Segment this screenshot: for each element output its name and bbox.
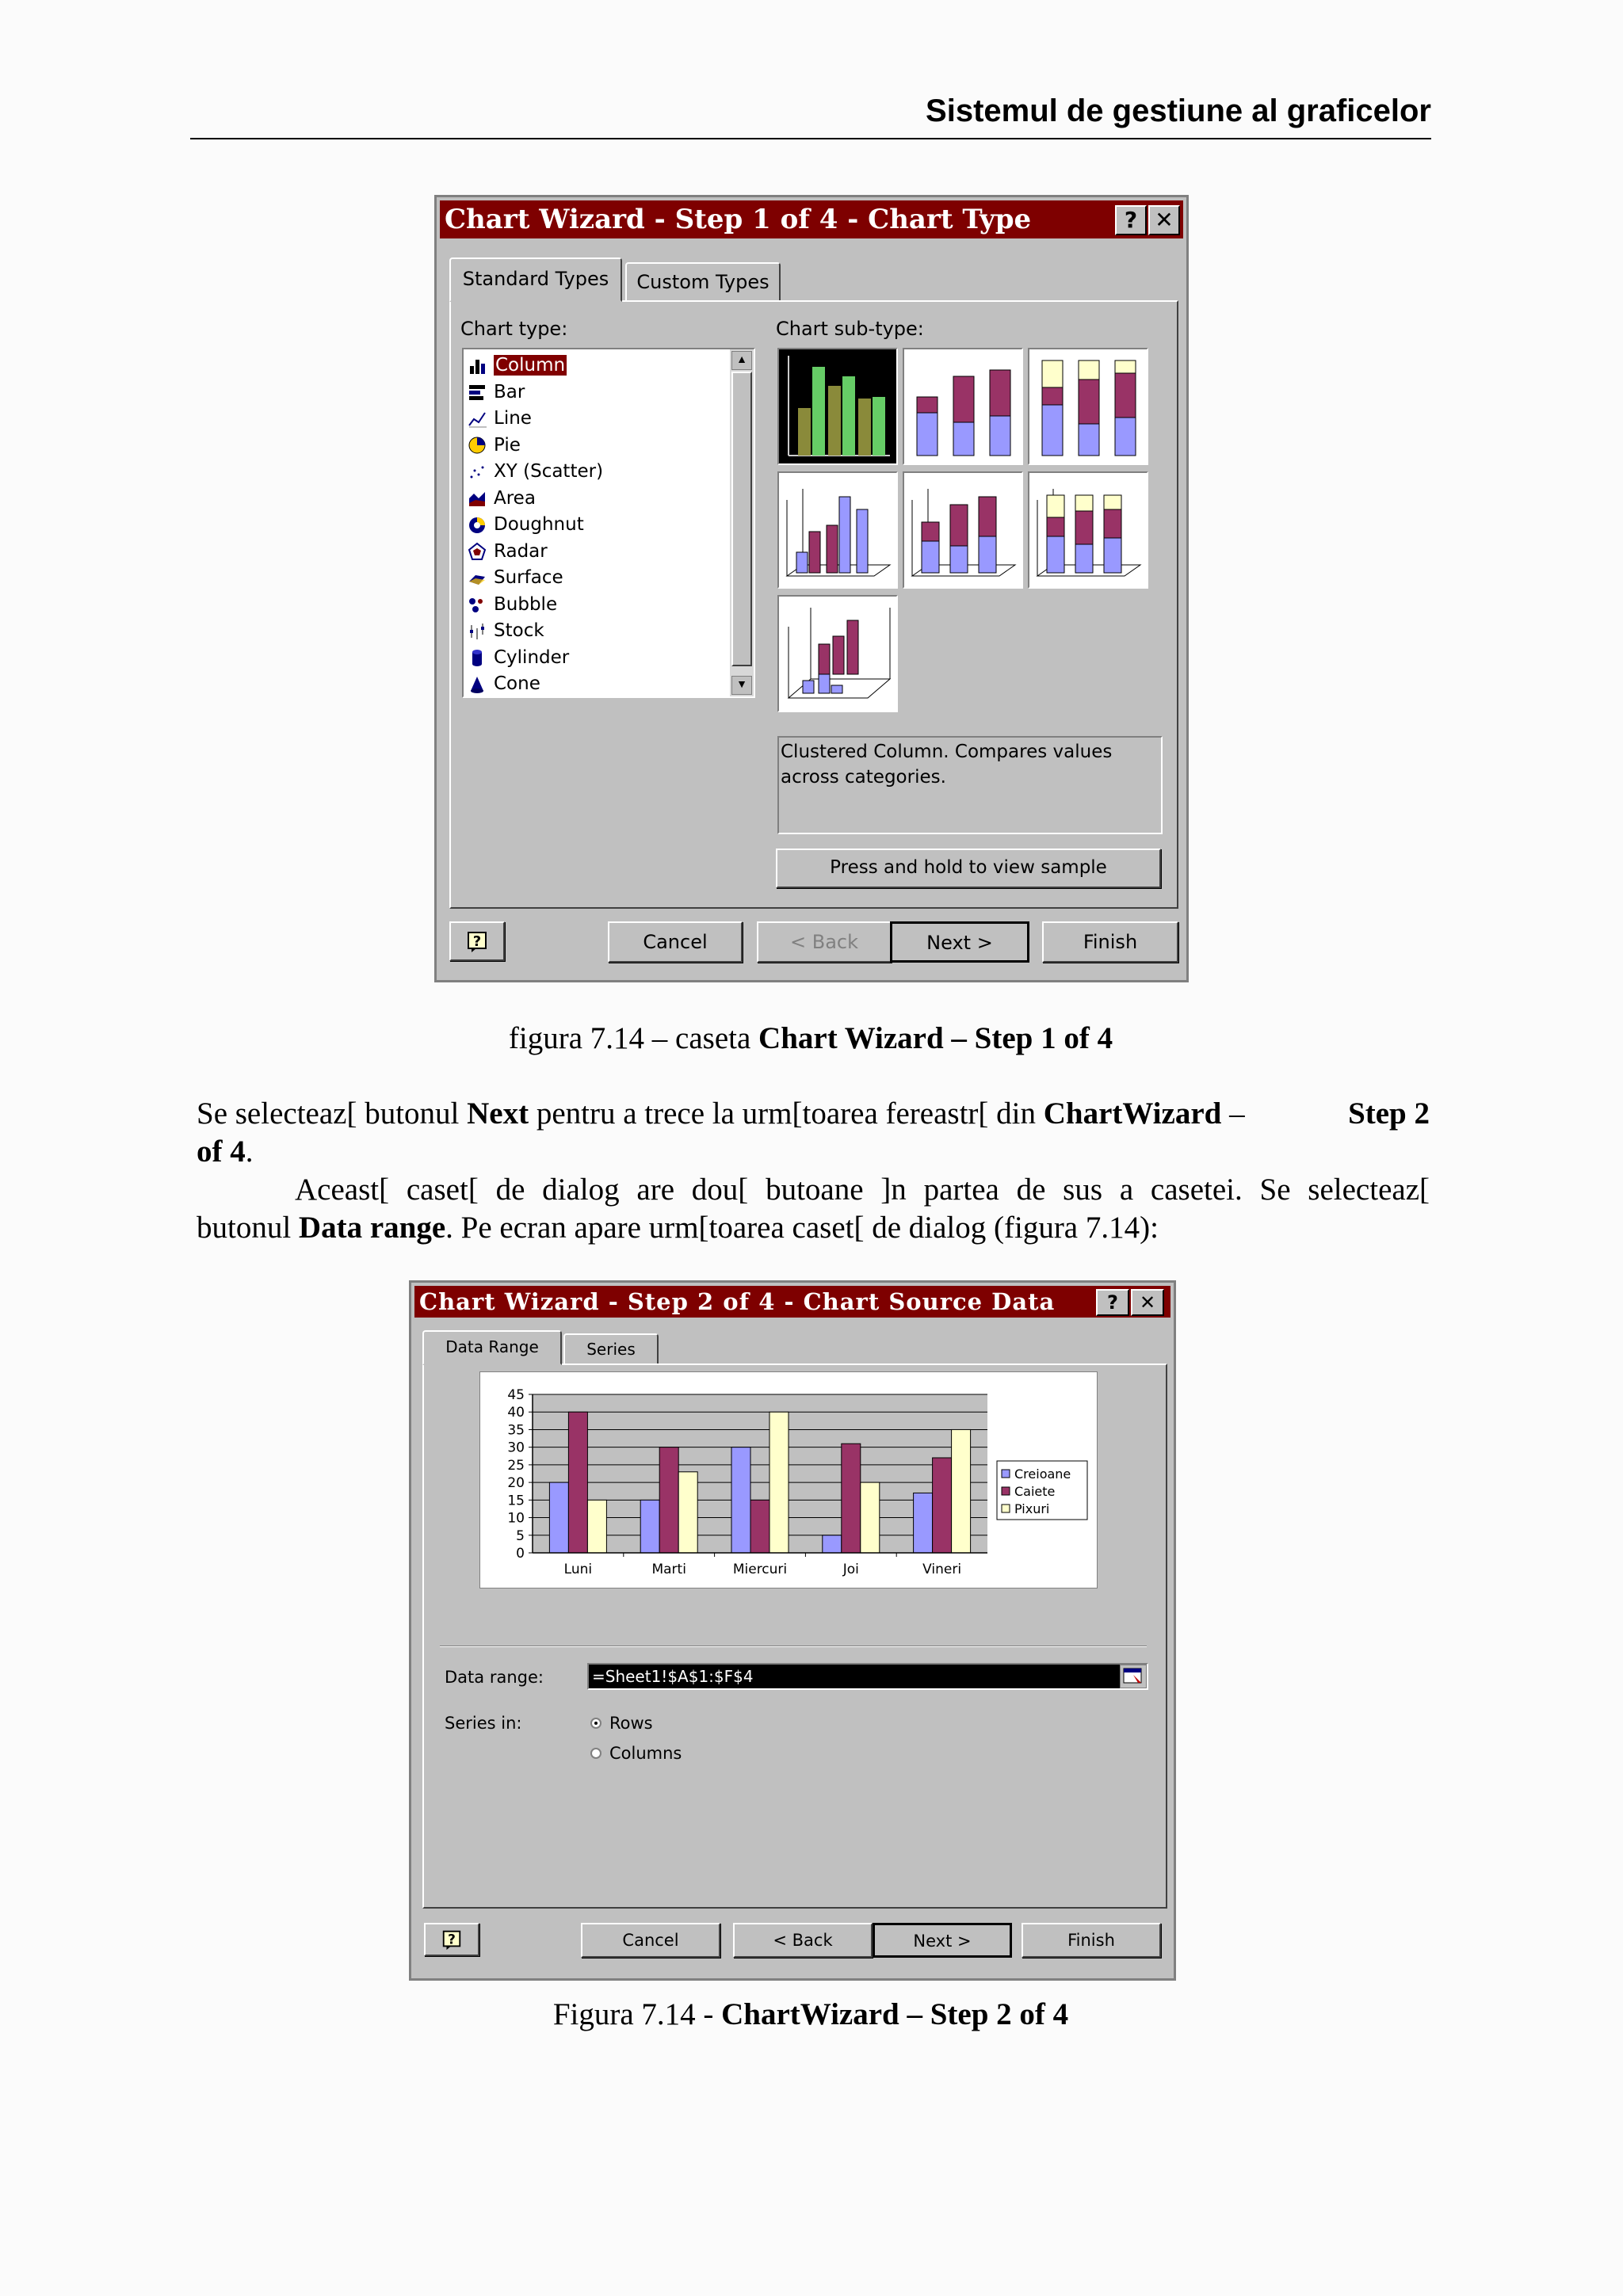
chart-type-icon (467, 542, 487, 561)
paragraph-1-line-2: of 4. (197, 1135, 254, 1169)
chart-type-icon (467, 622, 487, 641)
chart-type-pie[interactable] (467, 433, 521, 458)
subtype-description: Clustered Column. Compares values across categories. (781, 742, 1113, 788)
svg-text:?: ? (472, 933, 482, 950)
chart-type-label-text: Column (495, 355, 566, 376)
list-scrollbar[interactable] (730, 349, 754, 696)
scroll-up-button[interactable]: ▲ (731, 351, 752, 370)
help-button-2[interactable] (424, 1923, 479, 1956)
caption-2-prefix: Figura 7.14 - (552, 1997, 722, 2031)
3d-clustered-column-icon (779, 473, 896, 587)
view-sample-button[interactable]: Press and hold to view sample (776, 849, 1161, 888)
paragraph-1-line-1 (197, 1095, 1430, 1133)
finish-button[interactable]: Finish (1042, 921, 1178, 963)
subtype-description-box (777, 736, 1163, 834)
bar-creioane-vineri (914, 1493, 933, 1553)
body-paragraph-2 (197, 1171, 1430, 1247)
paragraph-2-line-1: Aceast[ caset[ de dialog are dou[ butoane ]n partea de sus a casetei. Se selecteaz[ (295, 1173, 1430, 1207)
y-tick-label: 40 (507, 1405, 525, 1421)
chart-type-bar[interactable] (467, 379, 525, 405)
subtype-3d-clustered-column[interactable] (777, 471, 898, 589)
subtype-3d-column[interactable] (777, 595, 898, 712)
x-tick-label: Vineri (922, 1562, 962, 1577)
caption-1-bold: Chart Wizard – Step 1 of 4 (758, 1021, 1113, 1055)
header-rule (190, 138, 1431, 139)
legend-label: Creioane (1014, 1466, 1071, 1482)
percent-stacked-column-icon (1029, 349, 1147, 463)
back-button-2[interactable]: < Back (733, 1923, 873, 1958)
close-button-2[interactable]: ✕ (1131, 1289, 1164, 1316)
chart-type-icon (467, 357, 487, 376)
chart-type-surface[interactable] (467, 565, 563, 590)
3d-stacked-column-icon (904, 473, 1022, 587)
bar-creioane-joi (823, 1535, 842, 1553)
chart-type-cylinder[interactable] (467, 645, 569, 670)
bar-pixuri-marti (678, 1472, 697, 1553)
chart-type-doughnut[interactable] (467, 512, 584, 537)
chart-type-icon (467, 436, 487, 455)
paragraph-2-line-2: butonul Data range. Pe ecran apare urm[toarea caset[ de dialog (figura 7.14): (197, 1211, 1159, 1245)
data-range-label: Data range: (445, 1668, 544, 1687)
scroll-down-button[interactable]: ▼ (731, 676, 752, 695)
title-bar-2 (414, 1286, 1170, 1318)
3d-percent-stacked-column-icon (1029, 473, 1147, 587)
help-icon-2 (441, 1928, 463, 1951)
chart-type-label: Chart type: (460, 318, 568, 340)
chart-type-icon (467, 648, 487, 667)
chart-type-icon (467, 516, 487, 535)
bar-caiete-vineri (933, 1458, 952, 1553)
chart-type-icon (467, 569, 487, 588)
chart-type-label-text: Bar (494, 381, 525, 402)
collapse-dialog-button[interactable] (1120, 1665, 1147, 1688)
next-button[interactable]: Next > (890, 921, 1029, 963)
y-tick-label: 30 (507, 1440, 525, 1456)
subtype-stacked-column[interactable] (903, 348, 1023, 465)
caption-1-prefix: figura 7.14 – caseta (508, 1021, 759, 1055)
clustered-column-icon (779, 349, 896, 463)
chart-preview (479, 1371, 1098, 1589)
tab-custom-types[interactable]: Custom Types (625, 262, 781, 302)
chart-type-line[interactable] (467, 406, 532, 431)
chart-type-icon (467, 463, 487, 482)
chart-type-icon (467, 489, 487, 508)
help-title-button[interactable]: ? (1115, 205, 1147, 235)
chart-type-label-text: Cone (494, 673, 540, 694)
finish-button-2[interactable]: Finish (1022, 1923, 1161, 1958)
radio-rows-button[interactable] (590, 1718, 601, 1729)
separator (440, 1646, 1147, 1647)
chart-type-label-text: Stock (494, 620, 544, 641)
help-button[interactable] (449, 921, 505, 961)
series-in-label: Series in: (445, 1714, 522, 1733)
body-paragraph-1 (197, 1095, 1430, 1171)
legend-label: Pixuri (1014, 1501, 1050, 1516)
bar-creioane-miercuri (731, 1447, 750, 1553)
chart-type-icon (467, 675, 487, 694)
y-tick-label: 5 (516, 1527, 525, 1544)
chart-type-label-text: Doughnut (494, 514, 584, 535)
chart-type-icon (467, 595, 487, 614)
chart-type-icon (467, 383, 487, 402)
y-tick-label: 0 (516, 1546, 525, 1562)
chart-type-stock[interactable] (467, 618, 544, 643)
scroll-thumb[interactable] (731, 372, 752, 666)
x-tick-label: Marti (651, 1562, 686, 1577)
chart-type-cone[interactable] (467, 671, 540, 696)
range-select-icon (1121, 1665, 1146, 1688)
chart-type-label-text: Surface (494, 567, 563, 588)
dialog-title: Chart Wizard - Step 1 of 4 - Chart Type (445, 204, 1032, 235)
chart-wizard-step1-dialog (434, 195, 1189, 982)
subtype-3d-100-stacked-column[interactable] (1028, 471, 1148, 589)
bar-pixuri-luni (587, 1500, 606, 1553)
chart-type-column[interactable] (467, 353, 567, 378)
bar-caiete-joi (842, 1444, 861, 1553)
chart-svg (480, 1372, 1097, 1588)
tab-standard-types[interactable]: Standard Types (449, 257, 622, 302)
bar-caiete-miercuri (750, 1500, 769, 1553)
tab-data-range[interactable]: Data Range (422, 1330, 562, 1365)
bar-pixuri-joi (861, 1482, 880, 1553)
tab-series[interactable]: Series (563, 1333, 659, 1365)
help-icon (465, 929, 489, 953)
chart-type-label-text: Area (494, 487, 536, 509)
paragraph-1-start: Se selecteaz[ butonul Next pentru a trece la urm[toarea fereastr[ din ChartWizard – (197, 1097, 1253, 1131)
subtype-clustered-column[interactable] (777, 348, 898, 465)
data-range-input[interactable] (587, 1663, 1148, 1690)
bar-caiete-marti (659, 1447, 678, 1553)
figure-caption-1 (190, 1020, 1431, 1056)
back-button[interactable]: < Back (757, 921, 892, 963)
3d-column-icon (779, 597, 896, 711)
legend-label: Caiete (1014, 1484, 1056, 1499)
x-tick-label: Joi (842, 1562, 859, 1577)
figure-caption-2 (190, 1997, 1431, 2032)
subtype-3d-stacked-column[interactable] (903, 471, 1023, 589)
x-tick-label: Luni (563, 1562, 593, 1577)
chart-type-label-text: Cylinder (494, 646, 570, 668)
chart-type-label-text: Pie (494, 434, 521, 456)
x-tick-label: Miercuri (732, 1562, 788, 1577)
chart-type-label-text: Radar (494, 540, 548, 562)
chart-type-radar[interactable] (467, 539, 548, 564)
stacked-column-icon (904, 349, 1022, 463)
y-tick-label: 20 (507, 1475, 525, 1492)
help-title-button-2[interactable]: ? (1096, 1289, 1129, 1316)
chart-type-bubble[interactable] (467, 592, 557, 617)
bar-pixuri-vineri (952, 1429, 971, 1553)
bar-creioane-luni (549, 1482, 568, 1553)
y-tick-label: 35 (507, 1422, 525, 1439)
caption-2-bold: ChartWizard – Step 2 of 4 (721, 1997, 1069, 2031)
chart-type-list[interactable] (462, 348, 755, 698)
y-tick-label: 25 (507, 1457, 525, 1474)
chart-type-label-text: Bubble (494, 593, 558, 615)
chart-type-icon (467, 410, 487, 429)
dialog-2-title: Chart Wizard - Step 2 of 4 - Chart Source Data (419, 1288, 1056, 1315)
subtype-100-stacked-column[interactable] (1028, 348, 1148, 465)
radio-rows[interactable] (590, 1714, 653, 1733)
bar-caiete-luni (568, 1412, 587, 1553)
legend-swatch (1002, 1487, 1010, 1495)
chart-type-area[interactable] (467, 486, 536, 511)
radio-columns-button[interactable] (590, 1748, 601, 1759)
svg-text:?: ? (448, 1931, 456, 1947)
bar-creioane-marti (640, 1500, 659, 1553)
paragraph-1-step: Step 2 (1348, 1097, 1430, 1131)
chart-type-label-text: Line (494, 408, 532, 429)
y-tick-label: 15 (507, 1493, 525, 1509)
chart-type-xy-scatter[interactable] (467, 459, 603, 484)
chart-wizard-step2-dialog (409, 1280, 1176, 1981)
legend-swatch (1002, 1470, 1010, 1478)
chart-type-label-text: XY (Scatter) (494, 461, 604, 482)
y-tick-label: 45 (507, 1387, 525, 1403)
chart-subtype-label: Chart sub-type: (776, 318, 924, 340)
close-button[interactable]: ✕ (1148, 205, 1180, 235)
radio-columns[interactable] (590, 1744, 682, 1763)
cancel-button-2[interactable]: Cancel (581, 1923, 720, 1958)
radio-columns-label: Columns (609, 1744, 682, 1763)
cancel-button[interactable]: Cancel (608, 921, 743, 963)
title-bar (440, 200, 1183, 238)
bar-pixuri-miercuri (769, 1412, 789, 1553)
next-button-2[interactable]: Next > (873, 1923, 1012, 1958)
legend-swatch (1002, 1505, 1010, 1512)
radio-rows-label: Rows (609, 1714, 653, 1733)
page-header: Sistemul de gestiune al graficelor (926, 93, 1431, 128)
y-tick-label: 10 (507, 1510, 525, 1527)
data-range-value: =Sheet1!$A$1:$F$4 (592, 1667, 754, 1686)
chart-type-items (464, 349, 728, 696)
